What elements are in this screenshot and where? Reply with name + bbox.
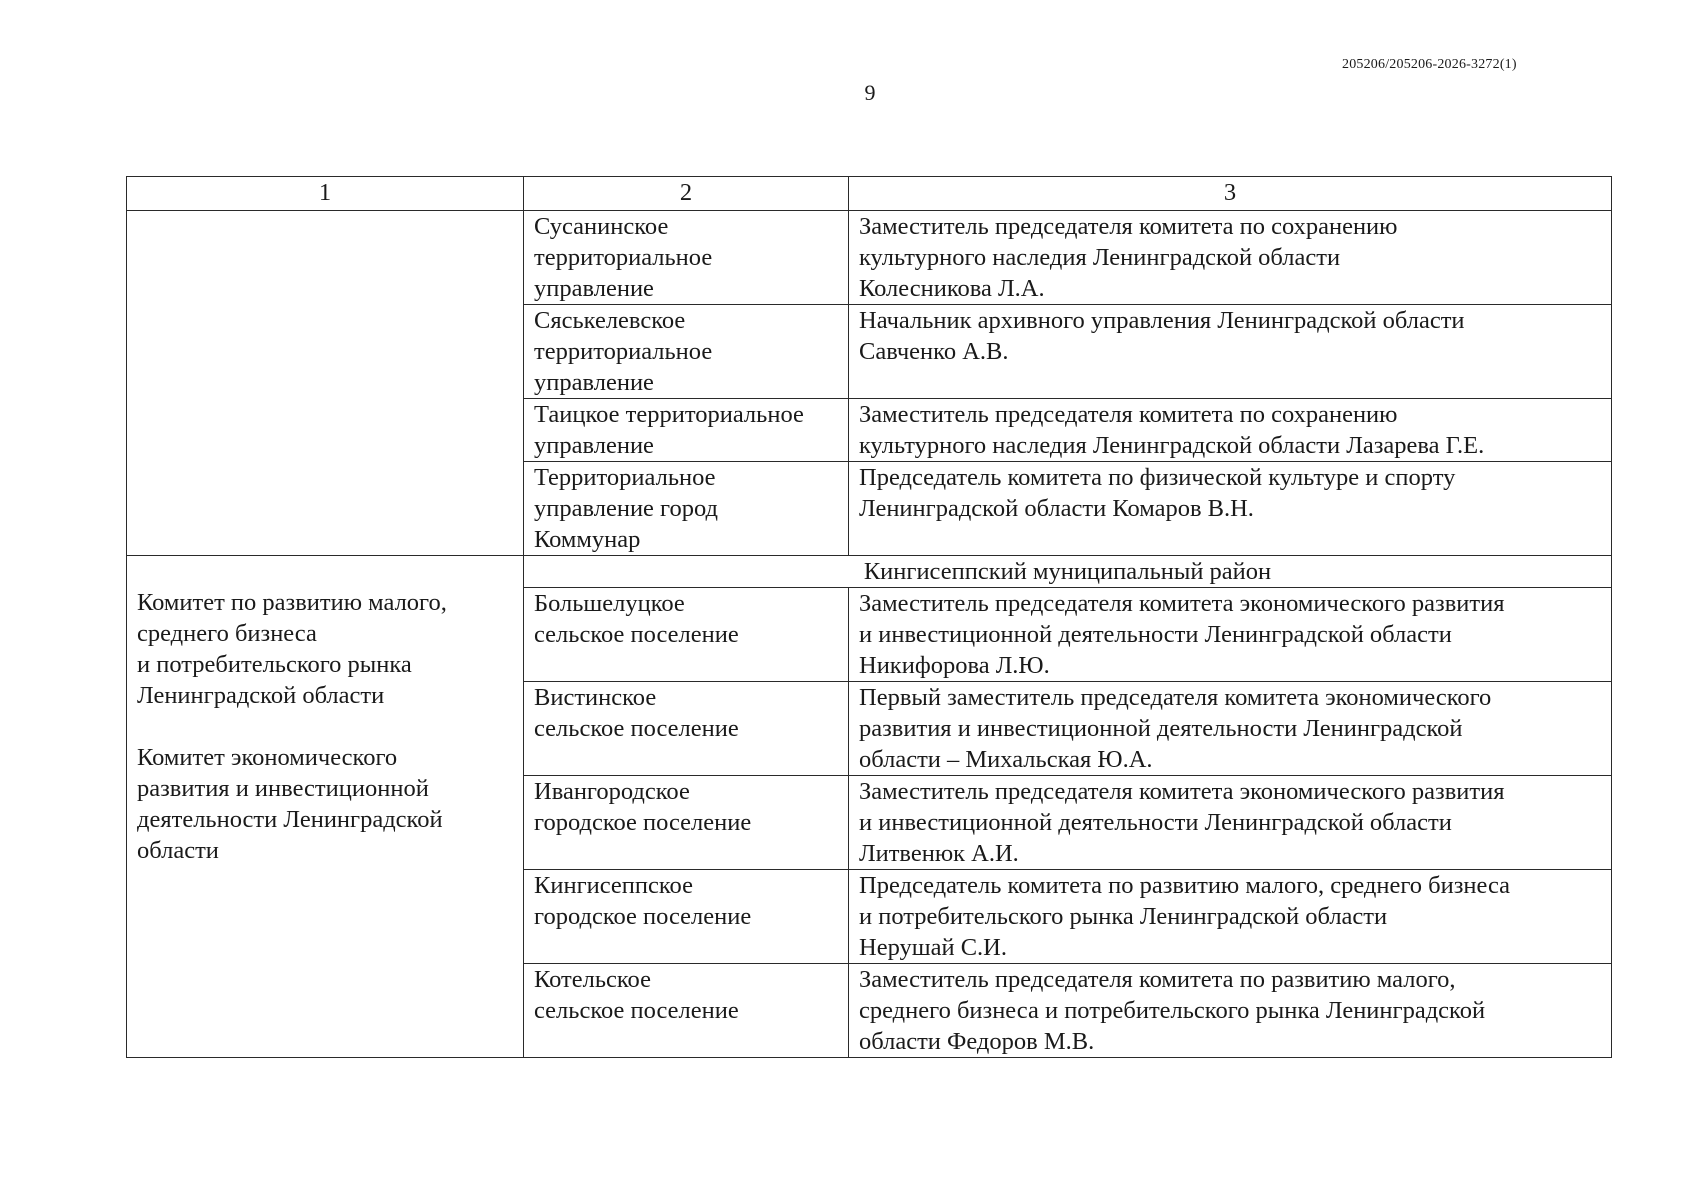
curator-cell: Заместитель председателя комитета по сохранению культурного наследия Ленинградской области Лазарева Г.Е. [849,399,1612,462]
committee-name: Комитет по развитию малого, среднего бизнеса и потребительского рынка Ленинградской области [137,589,447,709]
district-title: Кингисеппский муниципальный район [524,556,1612,588]
paragraph-gap [137,711,514,742]
territory-cell: Большелуцкое сельское поселение [524,588,849,682]
page-number: 9 [864,80,876,105]
document-id: 205206/205206-2026-3272(1) [1342,57,1517,72]
territory-cell: Сяськелевское территориальное управление [524,305,849,399]
territory-cell: Кингисеппское городское поселение [524,870,849,964]
curator-cell: Председатель комитета по развитию малого, среднего бизнеса и потребительского рынка Ленинградской области Нерушай С.И. [849,870,1612,964]
territory-cell: Таицкое территориальное управление [524,399,849,462]
column-header-3: 3 [849,177,1612,211]
territory-cell: Территориальное управление город Коммунар [524,462,849,556]
column-header-2: 2 [524,177,849,211]
curator-cell: Председатель комитета по физической культуре и спорту Ленинградской области Комаров В.Н. [849,462,1612,556]
territory-cell: Вистинское сельское поселение [524,682,849,776]
table-row [127,211,1612,305]
curator-cell: Первый заместитель председателя комитета экономического развития и инвестиционной деятельности Ленинградской области – Михальская Ю.А. [849,682,1612,776]
table-header-row [127,177,1612,211]
committee-name: Комитет экономического развития и инвестиционной деятельности Ленинградской области [137,744,443,864]
territory-cell: Сусанинское территориальное управление [524,211,849,305]
committee-cell [127,556,524,1058]
column-header-1: 1 [127,177,524,211]
curator-cell: Заместитель председателя комитета по сохранению культурного наследия Ленинградской области Колесникова Л.А. [849,211,1612,305]
curator-cell: Заместитель председателя комитета экономического развития и инвестиционной деятельности Ленинградской области Литвенюк А.И. [849,776,1612,870]
territory-cell: Ивангородское городское поселение [524,776,849,870]
territory-cell: Котельское сельское поселение [524,964,849,1058]
curator-cell: Заместитель председателя комитета экономического развития и инвестиционной деятельности Ленинградской области Никифорова Л.Ю. [849,588,1612,682]
curators-table [126,176,1612,1058]
curator-cell: Начальник архивного управления Ленинградской области Савченко А.В. [849,305,1612,399]
district-row [127,556,1612,588]
curator-cell: Заместитель председателя комитета по развитию малого, среднего бизнеса и потребительского рынка Ленинградской области Федоров М.В. [849,964,1612,1058]
empty-committee-cell [127,211,524,556]
